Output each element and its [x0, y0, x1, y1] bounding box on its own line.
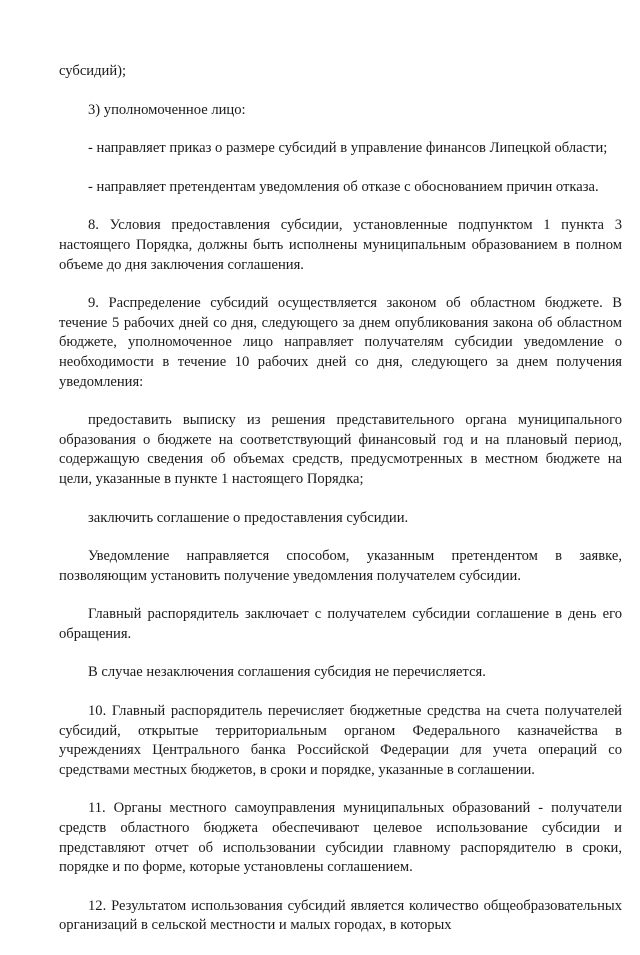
paragraph-item-10: 10. Главный распорядитель перечисляет бюджетные средства на счета получателей субсидий, открытые территориальным органом Федерального казначейства в учреждениях Центрального банка Российской Федерации для учета операций со средствами местных бюджетов, в сроки и порядке, указанные в соглашении. [59, 703, 622, 778]
paragraph-authorized-person: 3) уполномоченное лицо: [88, 101, 246, 118]
paragraph-non-conclusion: В случае незаключения соглашения субсидия не перечисляется. [88, 664, 486, 681]
paragraph-notification-method: Уведомление направляется способом, указанным претендентом в заявке, позволяющим установить получение уведомления получателем субсидии. [59, 548, 622, 584]
document-body [59, 62, 622, 955]
paragraph-item-12: 12. Результатом использования субсидий является количество общеобразовательных организаций в сельской местности и малых городах, в которых [59, 897, 622, 934]
paragraph-item-11: 11. Органы местного самоуправления муниципальных образований - получатели средств областного бюджета обеспечивают целевое использование субсидии и представляют отчет об использовании субсидии главному распорядителю в сроки, порядке и по форме, которые установлены соглашением. [59, 800, 622, 876]
paragraph-item-9: 9. Распределение субсидий осуществляется законом об областном бюджете. В течение 5 рабочих дней со дня, следующего за днем опубликования закона об областном бюджете, уполномоченное лицо направляет получателям субсидии уведомление о необходимости в течение 10 рабочих дней со дня, следующего за днем получения уведомления: [59, 295, 622, 390]
paragraph-sends-refusal: - направляет претендентам уведомления об отказе с обоснованием причин отказа. [88, 178, 599, 195]
paragraph-provide-extract: предоставить выписку из решения представительного органа муниципального образования о бюджете на соответствующий финансовый год и на плановый период, содержащую сведения об объемах средств, предусмотренных в местном бюджете на цели, указанные в пункте 1 настоящего Порядка; [59, 412, 622, 487]
paragraph-sends-order: - направляет приказ о размере субсидий в управление финансов Липецкой области; [88, 140, 608, 157]
paragraph-main-administrator: Главный распорядитель заключает с получателем субсидии соглашение в день его обращения. [59, 606, 622, 642]
paragraph-continuation: субсидий); [59, 63, 127, 79]
paragraph-conclude-agreement: заключить соглашение о предоставления субсидии. [88, 509, 409, 526]
paragraph-item-8: 8. Условия предоставления субсидии, установленные подпунктом 1 пункта 3 настоящего Порядка, должны быть исполнены муниципальным образованием в полном объеме до дня заключения соглашения. [59, 217, 622, 273]
